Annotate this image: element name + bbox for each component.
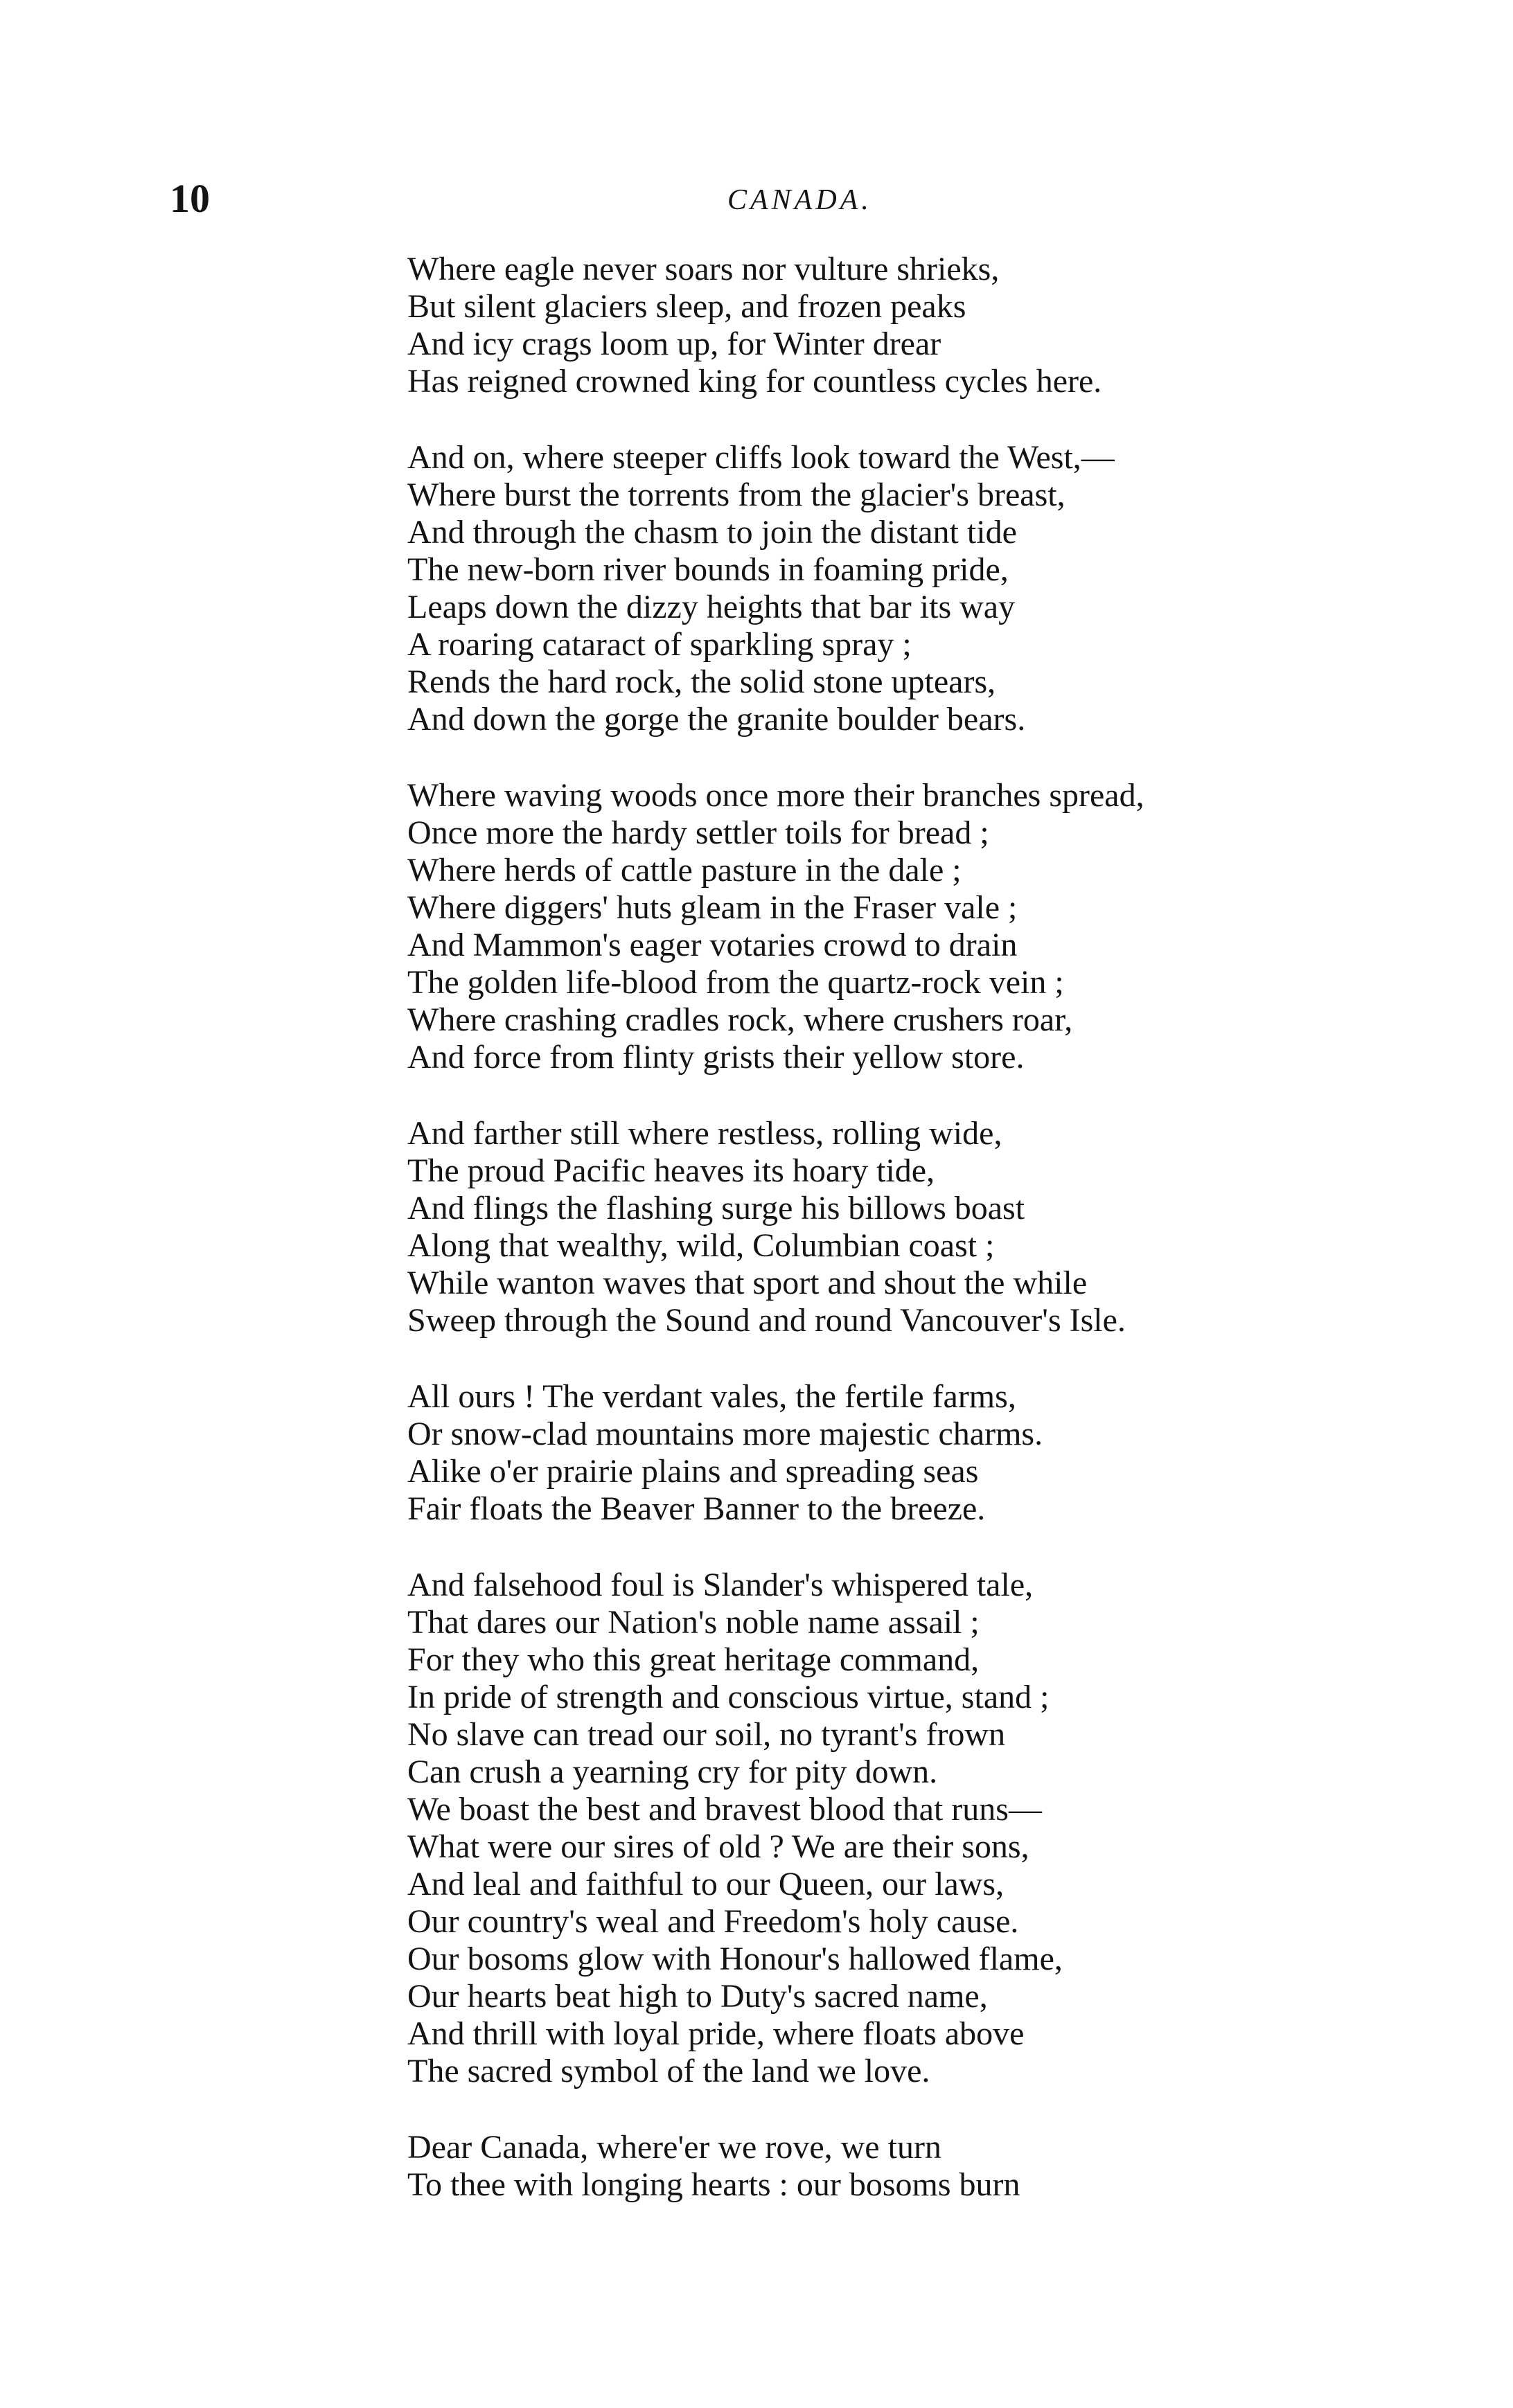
stanza-6 <box>407 1567 1488 2090</box>
poem-line: Where burst the torrents from the glacier's breast, <box>407 476 1065 513</box>
poem-line: Can crush a yearning cry for pity down. <box>407 1754 938 1790</box>
poem-line: Rends the hard rock, the solid stone uptears, <box>407 663 996 700</box>
poem-line: Has reigned crowned king for countless cycles here. <box>407 363 1102 400</box>
poem-line: Fair floats the Beaver Banner to the breeze. <box>407 1490 986 1527</box>
stanza-1 <box>407 251 1488 400</box>
poem-line: No slave can tread our soil, no tyrant's frown <box>407 1716 1006 1753</box>
poem-line: And leal and faithful to our Queen, our laws, <box>407 1866 1005 1902</box>
poem-line: The sacred symbol of the land we love. <box>407 2053 930 2089</box>
stanza-5 <box>407 1378 1488 1528</box>
poem-line: The golden life-blood from the quartz-rock vein ; <box>407 964 1064 1001</box>
poem-line: The proud Pacific heaves its hoary tide, <box>407 1152 935 1189</box>
stanza-2 <box>407 439 1488 738</box>
stanza-7 <box>407 2129 1488 2204</box>
poem-line: And thrill with loyal pride, where floats above <box>407 2015 1025 2052</box>
poem-line: Where eagle never soars nor vulture shrieks, <box>407 251 1000 287</box>
poem-line: Where herds of cattle pasture in the dale ; <box>407 852 962 889</box>
stanza-4 <box>407 1115 1488 1339</box>
poem-line: The new-born river bounds in foaming pride, <box>407 551 1009 588</box>
poem-line: Once more the hardy settler toils for bread ; <box>407 814 989 851</box>
poem-line: And force from flinty grists their yellow store. <box>407 1039 1025 1076</box>
poem-line: Sweep through the Sound and round Vancouver's Isle. <box>407 1302 1126 1339</box>
poem-line: Our bosoms glow with Honour's hallowed flame, <box>407 1941 1063 1977</box>
poem-line: Alike o'er prairie plains and spreading seas <box>407 1453 979 1490</box>
poem-line: But silent glaciers sleep, and frozen peaks <box>407 288 966 325</box>
poem-body <box>407 251 1488 2242</box>
poem-line: And Mammon's eager votaries crowd to drain <box>407 927 1018 963</box>
poem-line: We boast the best and bravest blood that runs— <box>407 1791 1042 1828</box>
poem-line: Or snow-clad mountains more majestic charms. <box>407 1416 1043 1452</box>
poem-line: Dear Canada, where'er we rove, we turn <box>407 2129 941 2166</box>
poem-line: Where crashing cradles rock, where crushers roar, <box>407 1001 1073 1038</box>
poem-line: That dares our Nation's noble name assail ; <box>407 1604 980 1641</box>
poem-line: In pride of strength and conscious virtue, stand ; <box>407 1679 1050 1715</box>
poem-line: And falsehood foul is Slander's whispered tale, <box>407 1567 1034 1603</box>
poem-line: What were our sires of old ? We are their sons, <box>407 1828 1029 1865</box>
poem-line: And flings the flashing surge his billows boast <box>407 1190 1025 1227</box>
poem-line: And through the chasm to join the distant tide <box>407 514 1017 551</box>
poem-line: Our country's weal and Freedom's holy cause. <box>407 1903 1019 1940</box>
poem-line: A roaring cataract of sparkling spray ; <box>407 626 912 663</box>
stanza-3 <box>407 777 1488 1076</box>
poem-line: Where waving woods once more their branches spread, <box>407 777 1144 814</box>
running-head: CANADA. <box>727 184 872 216</box>
poem-line: And farther still where restless, rolling wide, <box>407 1115 1002 1152</box>
poem-line: All ours ! The verdant vales, the fertile farms, <box>407 1378 1016 1415</box>
poem-line: While wanton waves that sport and shout the while <box>407 1265 1088 1301</box>
poem-line: Leaps down the dizzy heights that bar its way <box>407 589 1016 625</box>
poem-line: Along that wealthy, wild, Columbian coast ; <box>407 1227 995 1264</box>
poem-line: And icy crags loom up, for Winter drear <box>407 325 941 362</box>
poem-line: To thee with longing hearts : our bosoms burn <box>407 2166 1020 2203</box>
page-number: 10 <box>170 176 210 221</box>
poem-line: And on, where steeper cliffs look toward the West,— <box>407 439 1115 476</box>
poem-line: And down the gorge the granite boulder bears. <box>407 701 1026 738</box>
poem-line: For they who this great heritage command, <box>407 1641 980 1678</box>
poem-line: Our hearts beat high to Duty's sacred name, <box>407 1978 988 2015</box>
poem-line: Where diggers' huts gleam in the Fraser vale ; <box>407 889 1018 926</box>
